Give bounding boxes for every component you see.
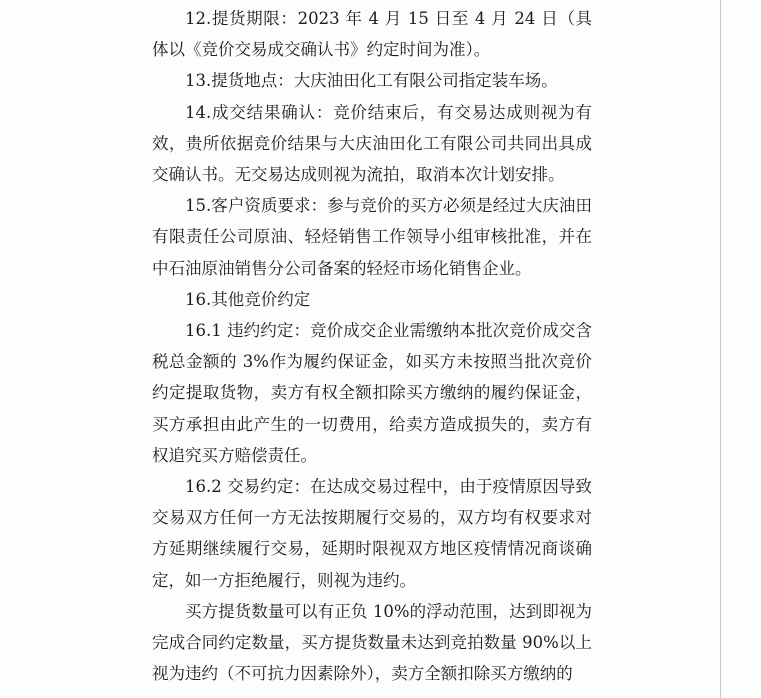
clause-12-delivery-period: 12.提货期限：2023 年 4 月 15 日至 4 月 24 日（具体以《竞价交易成交确认书》约定时间为准）。 <box>152 9 592 60</box>
page-edge-line <box>720 0 721 698</box>
clause-13-delivery-location: 13.提货地点：大庆油田化工有限公司指定装车场。 <box>185 71 558 91</box>
clause-16-2-transaction: 16.2 交易约定：在达成交易过程中，由于疫情原因导致交易双方任何一方无法按期履行交易的，双方均有权要求对方延期继续履行交易，延期时限视双方地区疫情情况商谈确定，如一方拒绝履行，则视为违约。 <box>152 477 592 590</box>
clause-16-other-agreements: 16.其他竞价约定 <box>185 289 311 309</box>
clause-15-customer-qualification: 15.客户资质要求：参与竞价的买方必须是经过大庆油田有限责任公司原油、轻烃销售工作领导小组审核批准，并在中石油原油销售分公司备案的轻烃市场化销售企业。 <box>152 196 592 278</box>
clause-14-result-confirmation: 14.成交结果确认：竞价结束后，有交易达成则视为有效，贵所依据竞价结果与大庆油田化工有限公司共同出具成交确认书。无交易达成则视为流拍，取消本次计划安排。 <box>152 102 592 185</box>
clause-16-1-breach: 16.1 违约约定：竞价成交企业需缴纳本批次竞价成交含税总金额的 3%作为履约保证金，如买方未按照当批次竞价约定提取货物，卖方有权全额扣除买方缴纳的履约保证金，买方承担由此产生的一切费用，给卖方造成损失的，卖方有权追究买方赔偿责任。 <box>152 321 592 465</box>
clause-quantity-tolerance: 买方提货数量可以有正负 10%的浮动范围，达到即视为完成合同约定数量，买方提货数量未达到竞拍数量 90%以上视为违约（不可抗力因素除外），卖方全额扣除买方缴纳的 <box>152 601 592 684</box>
document-body <box>152 3 592 689</box>
